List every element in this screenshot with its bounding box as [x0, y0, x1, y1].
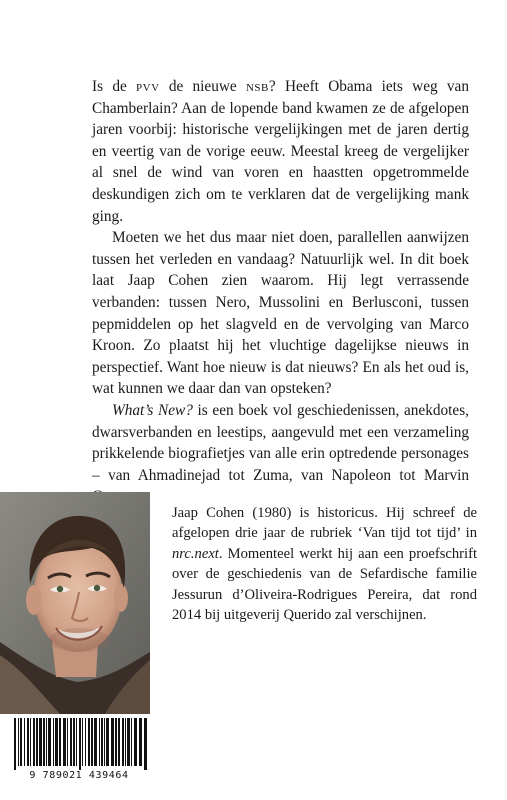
barcode-bar [85, 718, 86, 766]
barcode-bar [63, 718, 66, 766]
barcode-bar [33, 718, 35, 766]
barcode-bar [43, 718, 45, 766]
newspaper-name: nrc.next [172, 545, 219, 562]
barcode-bar [122, 718, 124, 766]
barcode-bar [127, 718, 130, 766]
barcode-bar [59, 718, 61, 766]
barcode-bar [67, 718, 68, 766]
barcode [6, 716, 152, 784]
barcode-bar [46, 718, 47, 766]
blurb-p1-start: Is de [92, 78, 137, 95]
barcode-bar [14, 718, 16, 770]
barcode-bar [91, 718, 93, 766]
blurb-paragraph-2: Moeten we het dus maar niet doen, parallellen aanwijzen tussen het verleden en vandaag? Natuurlijk wel. In dit boek laat Jaap Cohen zien waarom. Hij legt verrassende verbanden: tussen Nero, Mussolini en Berlusconi, tussen pepmiddelen op het slagveld en de vervolging van Marco Kroon. Zo plaatst hij het vluchtige dagelijkse nieuws in perspectief. Want hoe nieuw is dat nieuws? En als het oud is, wat kunnen we daar dan van opsteken? [92, 229, 469, 398]
barcode-bar [36, 718, 38, 766]
barcode-bar [118, 718, 120, 766]
bio-text-start: Jaap Cohen (1980) is historicus. Hij schreef de afgelopen drie jaar de rubriek ‘Van tijd tot tijd’ in [172, 505, 477, 542]
barcode-bar [76, 718, 77, 766]
barcode-bar [24, 718, 25, 766]
blurb-p1-rest: ? Heeft Obama iets weg van Chamberlain? Aan de lopende band kwamen ze de afgelopen jaren voorbij: historische vergelijkingen met de jaren dertig en veertig van de vorige eeuw. Meestal kreeg de vergelijker al snel de wind van voren en haastten opgetrommelde deskundigen zich om te verklaren dat de vergelijking mank ging. [92, 78, 469, 225]
author-portrait-icon [0, 492, 150, 714]
barcode-bar [111, 718, 114, 766]
blurb-paragraph-1 [92, 76, 469, 227]
abbr-nsb: nsb [245, 78, 269, 95]
barcode-bar [125, 718, 126, 766]
bio-text-rest: . Momenteel werkt hij aan een proefschrift over de geschiedenis van de Sefardische familie Jessurun d’Oliveira-Rodrigues Pereira, dat rond 2014 bij uitgeverij Querido zal verschijnen. [172, 545, 477, 624]
abbr-pvv: pvv [136, 78, 160, 95]
barcode-bar [134, 718, 137, 766]
barcode-bar [115, 718, 117, 766]
barcode-icon [6, 716, 152, 770]
barcode-bar [30, 718, 31, 766]
barcode-bar [48, 718, 51, 766]
barcode-bar [27, 718, 29, 766]
barcode-bar [55, 718, 58, 766]
barcode-bar [139, 718, 142, 766]
book-title: What’s New? [112, 401, 193, 419]
barcode-bar [20, 718, 22, 766]
barcode-bar [70, 718, 72, 766]
barcode-bar [144, 718, 147, 770]
back-cover-blurb [92, 76, 469, 508]
blurb-p1-middle: de nieuwe [159, 78, 246, 95]
barcode-bar [53, 718, 54, 766]
barcode-bar [99, 718, 100, 766]
barcode-bar [79, 718, 81, 770]
barcode-bar [106, 718, 109, 766]
blurb-p3-rest: is een boek vol geschiedenissen, anekdotes, dwarsverbanden en leestips, aangevuld met een verzameling prikkelende biografietjes van alle erin optredende personages – van Ahmadinejad tot Zuma, van Napoleon tot Marvin [92, 401, 469, 484]
isbn-number: 9 789021 439464 [29, 770, 129, 781]
barcode-bar [88, 718, 90, 766]
author-bio [172, 503, 477, 625]
barcode-bar [131, 718, 132, 766]
barcode-bar [82, 718, 83, 766]
barcode-bar [101, 718, 103, 766]
barcode-bar [94, 718, 97, 766]
barcode-bar [104, 718, 105, 766]
author-photo [0, 492, 150, 714]
barcode-bar [18, 718, 19, 766]
barcode-bar [39, 718, 42, 766]
barcode-bar [73, 718, 75, 766]
